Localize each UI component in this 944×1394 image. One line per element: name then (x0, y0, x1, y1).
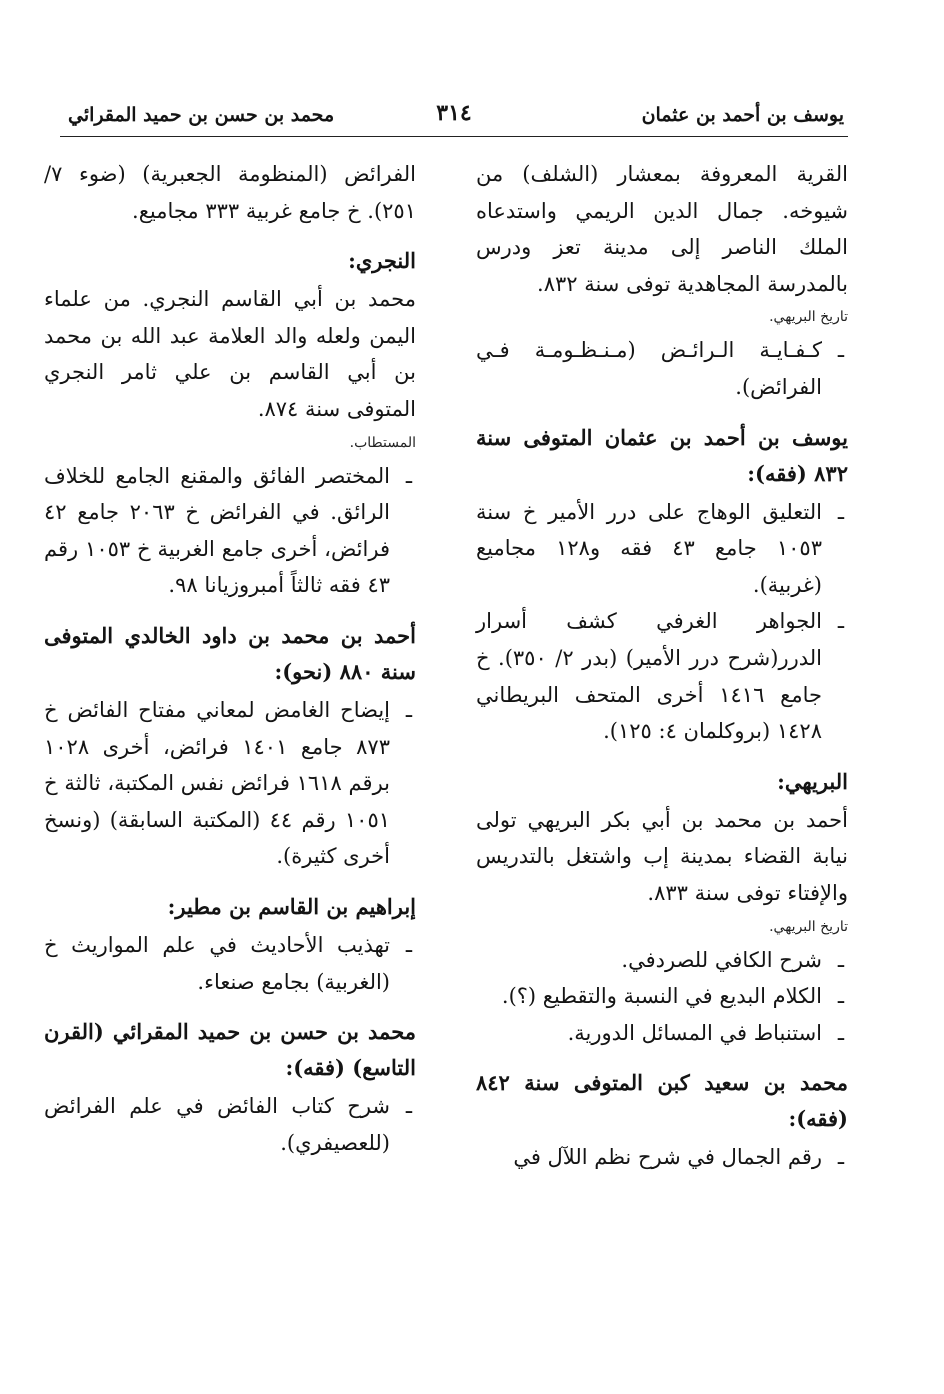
bullet-dash: ـ (405, 1094, 412, 1119)
work-item-text: المختصر الفائق والمقنع الجامع للخلاف الرائق. في الفرائض خ ٢٠٦٣ جامع ٤٢ فرائض، أخرى جامع الغربية خ ١٠٥٣ رقم ٤٣ فقه ثالثاً أمبروزيانا ٩٨. (44, 463, 390, 598)
running-header (60, 96, 848, 137)
entry-heading: أحمد بن محمد بن داود الخالدي المتوفى سنة ٨٨٠ (نحو): (44, 622, 416, 684)
work-item (476, 1139, 848, 1176)
bullet-dash: ـ (837, 1020, 844, 1045)
entry-biography: محمد بن أبي القاسم النجري. من علماء اليمن ولعله والد العلامة عبد الله بن محمد بن أبي القاسم بن علي ثامر النجري المتوفى سنة ٨٧٤. (44, 287, 416, 421)
bullet-dash: ـ (405, 697, 412, 722)
left-column (44, 156, 416, 1161)
entry-biography: أحمد بن محمد بن أبي بكر البريهي تولى نيابة القضاء بمدينة إب واشتغل بالتدريس والإفتاء توفى سنة ٨٣٣. (476, 807, 848, 905)
source-citation: تاريخ البريهي. (769, 309, 848, 326)
work-item-text: كـفـايـة الـرائـض (مـنـظـومـة فـي الفرائض). (476, 338, 822, 399)
work-item-text: استنباط في المسائل الدورية. (567, 1020, 822, 1045)
bullet-dash: ـ (837, 947, 844, 972)
bullet-dash: ـ (837, 984, 844, 1009)
source-citation: المستطاب. (349, 434, 416, 451)
page-number: ٣١٤ (436, 100, 472, 126)
work-item-text: تهذيب الأحاديث في علم المواريث خ (الغربية) بجامع صنعاء. (44, 932, 390, 994)
entry-heading: يوسف بن أحمد بن عثمان المتوفى سنة ٨٣٢ (فقه): (476, 424, 848, 486)
work-item (476, 332, 848, 405)
bullet-dash: ـ (837, 609, 844, 634)
header-right-title: يوسف بن أحمد بن عثمان (641, 104, 844, 126)
entry-heading: إبراهيم بن القاسم بن مطير: (167, 893, 416, 919)
work-item (476, 494, 848, 604)
work-item-text: الجواهر الغرفي كشف أسرار الدرر(شرح درر الأمير) (بدر ٢/ ٣٥٠). خ جامع ١٤١٦ أخرى المتحف البريطاني ١٤٢٨ (بروكلمان ٤: ١٢٥). (476, 609, 822, 744)
work-item (476, 603, 848, 749)
entry-heading: البريهي: (777, 768, 848, 794)
right-column (476, 156, 848, 1176)
continued-entry-text: القرية المعروفة بمعشار (الشلف) من شيوخه. جمال الدين الريمي واستدعاه الملك الناصر إلى مدينة تعز ودرس بالمدرسة المجاهدية توفى سنة ٨٣٢. (476, 162, 848, 296)
entry-heading: محمد بن سعيد كبن المتوفى سنة ٨٤٢ (فقه): (476, 1070, 848, 1132)
header-left-title: محمد بن حسن بن حميد المقرائي (68, 104, 335, 126)
work-item (476, 978, 848, 1015)
source-citation: تاريخ البريهي. (769, 918, 848, 935)
work-item (44, 692, 416, 875)
bullet-dash: ـ (405, 932, 412, 957)
entry-heading: النجري: (348, 248, 416, 274)
bullet-dash: ـ (837, 338, 844, 363)
work-item (44, 927, 416, 1000)
bullet-dash: ـ (837, 499, 844, 524)
work-item-text: التعليق الوهاج على درر الأمير خ سنة ١٠٥٣ جامع ٤٣ فقه و١٢٨ مجاميع (غربية). (476, 499, 822, 597)
work-item (44, 458, 416, 604)
work-item (476, 942, 848, 979)
work-item-text: إيضاح الغامض لمعاني مفتاح الفائض خ ٨٧٣ جامع ١٤٠١ فرائض، أخرى ١٠٢٨ برقم ١٦١٨ فرائض نفس المكتبة، ثالثة خ ١٠٥١ رقم ٤٤ (المكتبة السابقة) (ونسخ أخرى كثيرة). (44, 697, 391, 869)
work-item (476, 1015, 848, 1052)
work-item-text: رقم الجمال في شرح نظم اللآل في (513, 1145, 822, 1170)
bullet-dash: ـ (837, 1145, 844, 1170)
work-item-text: الكلام البديع في النسبة والتقطيع (؟). (501, 984, 822, 1009)
work-item-text: شرح الكافي للصردفي. (621, 947, 822, 972)
entry-heading: محمد بن حسن بن حميد المقرائي (القرن التاسع) (فقه): (44, 1019, 416, 1081)
continued-entry-text: الفرائض (المنظومة الجعبرية) (ضوء ٧/ ٢٥١). خ جامع غربية ٣٣٣ مجاميع. (44, 162, 416, 223)
bullet-dash: ـ (405, 463, 412, 488)
work-item (44, 1088, 416, 1161)
work-item-text: شرح كتاب الفائض في علم الفرائض (للعصيفري). (44, 1094, 390, 1155)
